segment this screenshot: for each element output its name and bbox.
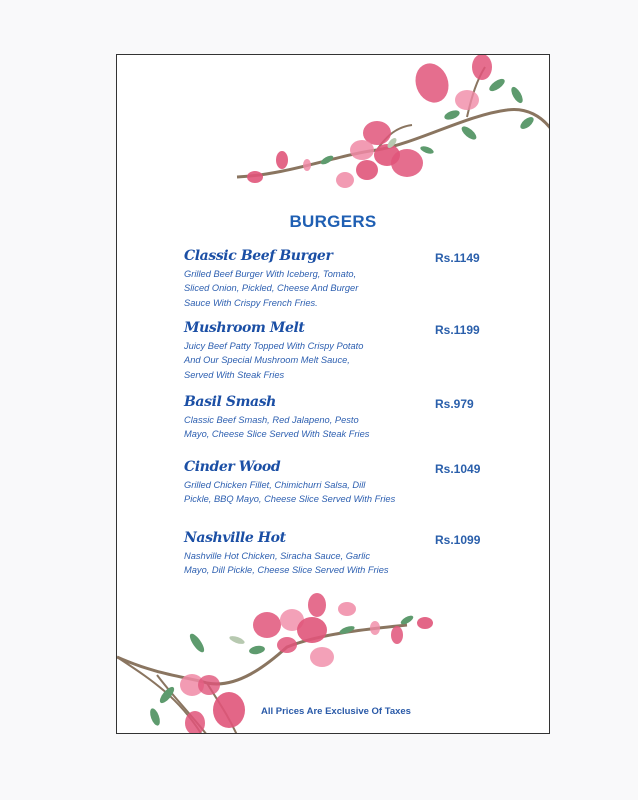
menu-item [184, 394, 544, 442]
menu-item-name: Cinder Wood [184, 459, 281, 475]
description-line: And Our Special Mushroom Melt Sauce, [184, 355, 350, 366]
description-line: Classic Beef Smash, Red Jalapeno, Pesto [184, 415, 359, 425]
description-line: Served With Steak Fries [184, 369, 285, 380]
description-line: Juicy Beef Patty Topped With Crispy Potato [184, 341, 364, 351]
menu-item-price: Rs.1049 [435, 462, 481, 476]
description-line: Grilled Chicken Fillet, Chimichurri Salsa, Dill [184, 480, 366, 490]
menu-item-description [184, 339, 424, 382]
menu-item [184, 320, 544, 382]
menu-item-name: Basil Smash [184, 394, 276, 410]
menu-page [116, 54, 550, 734]
menu-item-description [184, 549, 424, 578]
description-line: Sliced Onion, Pickled, Cheese And Burger [184, 283, 359, 294]
menu-item [184, 530, 544, 578]
menu-section-title: BURGERS [289, 212, 377, 231]
description-line: Sauce With Crispy French Fries. [184, 297, 318, 308]
menu-item-name: Classic Beef Burger [184, 248, 333, 264]
menu-item-description [184, 478, 424, 507]
menu-item-description [184, 413, 424, 442]
description-line: Mayo, Cheese Slice Served With Steak Fries [184, 429, 370, 440]
menu-item-name: Nashville Hot [184, 530, 286, 546]
description-line: Nashville Hot Chicken, Siracha Sauce, Garlic [184, 551, 371, 561]
menu-item-price: Rs.1199 [435, 323, 480, 337]
menu-item-price: Rs.1099 [435, 533, 481, 547]
description-line: Mayo, Dill Pickle, Cheese Slice Served With Fries [184, 565, 389, 576]
menu-item-price: Rs.1149 [435, 251, 480, 265]
description-line: Grilled Beef Burger With Iceberg, Tomato, [184, 269, 357, 279]
description-line: Pickle, BBQ Mayo, Cheese Slice Served With Fries [184, 494, 396, 505]
menu-item-price: Rs.979 [435, 397, 474, 411]
floral-branch-top-illustration [227, 55, 550, 195]
menu-item [184, 248, 544, 310]
tax-disclaimer: All Prices Are Exclusive Of Taxes [261, 706, 411, 717]
menu-item-name: Mushroom Melt [184, 320, 305, 336]
menu-item-description [184, 267, 424, 310]
menu-item [184, 459, 544, 507]
